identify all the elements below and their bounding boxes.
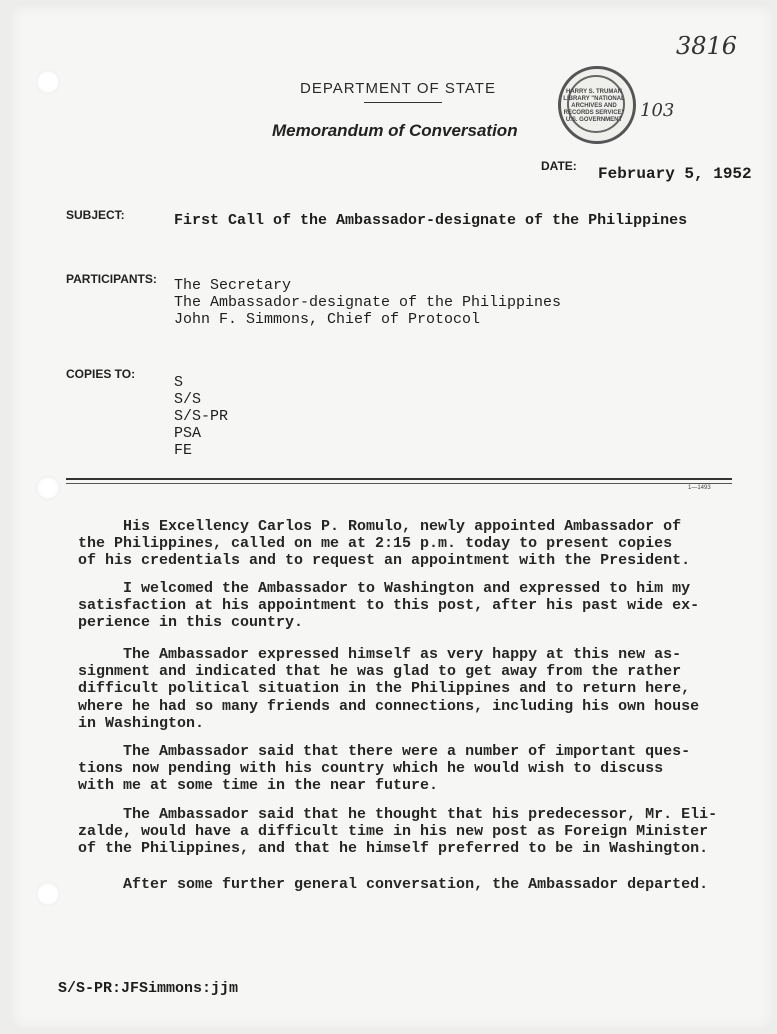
date-value: February 5, 1952 bbox=[598, 165, 752, 183]
copy-item: PSA bbox=[174, 425, 202, 442]
divider bbox=[66, 478, 732, 480]
participants-label: PARTICIPANTS: bbox=[66, 272, 157, 286]
handwritten-number: 3816 bbox=[676, 32, 738, 60]
copy-item: S/S bbox=[174, 391, 202, 408]
punch-hole bbox=[36, 476, 60, 500]
copy-item: S bbox=[174, 374, 184, 391]
punch-hole bbox=[36, 882, 60, 906]
date-label: DATE: bbox=[541, 159, 577, 173]
copy-item: FE bbox=[174, 442, 193, 459]
body-paragraph: The Ambassador expressed himself as very happy at this new as- signment and indicated that he was glad to get away from the rather difficult political situation in the Philippines and to return here, where he had so many friends and connections, including his own house in Washington. bbox=[78, 646, 700, 732]
divider bbox=[364, 102, 442, 103]
participant-item: The Secretary bbox=[174, 277, 292, 294]
copies-label: COPIES TO: bbox=[66, 367, 136, 381]
copy-item: S/S-PR bbox=[174, 408, 229, 425]
participant-item: The Ambassador-designate of the Philippines bbox=[174, 294, 562, 311]
body-paragraph: The Ambassador said that there were a number of important ques- tions now pending with his country which he would wish to discuss with me at some time in the near future. bbox=[78, 743, 691, 795]
participant-item: John F. Simmons, Chief of Protocol bbox=[174, 311, 481, 328]
body-paragraph: His Excellency Carlos P. Romulo, newly appointed Ambassador of the Philippines, called on me at 2:15 p.m. today to present copies of his credentials and to request an appointment with the President. bbox=[78, 518, 691, 570]
subject-label: SUBJECT: bbox=[66, 208, 125, 222]
divider bbox=[66, 483, 732, 484]
punch-hole bbox=[36, 70, 60, 94]
document-page bbox=[12, 6, 772, 1028]
archive-stamp bbox=[558, 66, 636, 144]
form-number: 1—1493 bbox=[688, 485, 711, 491]
memo-title: Memorandum of Conversation bbox=[272, 121, 518, 140]
department-title: DEPARTMENT OF STATE bbox=[300, 80, 496, 97]
body-paragraph: The Ambassador said that he thought that his predecessor, Mr. Eli- zalde, would have a difficult time in his new post as Foreign Minister of the Philippines, and that he himself preferred to be in Washington. bbox=[78, 806, 718, 858]
body-paragraph: I welcomed the Ambassador to Washington and expressed to him my satisfaction at his appointment to this post, after his past wide ex- perience in this country. bbox=[78, 580, 700, 632]
subject-text: First Call of the Ambassador-designate of the Philippines bbox=[174, 212, 688, 229]
reference-initials: S/S-PR:JFSimmons:jjm bbox=[58, 980, 239, 997]
handwritten-sub-number: 103 bbox=[640, 100, 675, 121]
stamp-text: HARRY S. TRUMAN LIBRARY "NATIONAL ARCHIVES AND RECORDS SERVICE" U.S. GOVERNMENT bbox=[563, 89, 625, 123]
body-paragraph: After some further general conversation, the Ambassador departed. bbox=[78, 876, 709, 893]
